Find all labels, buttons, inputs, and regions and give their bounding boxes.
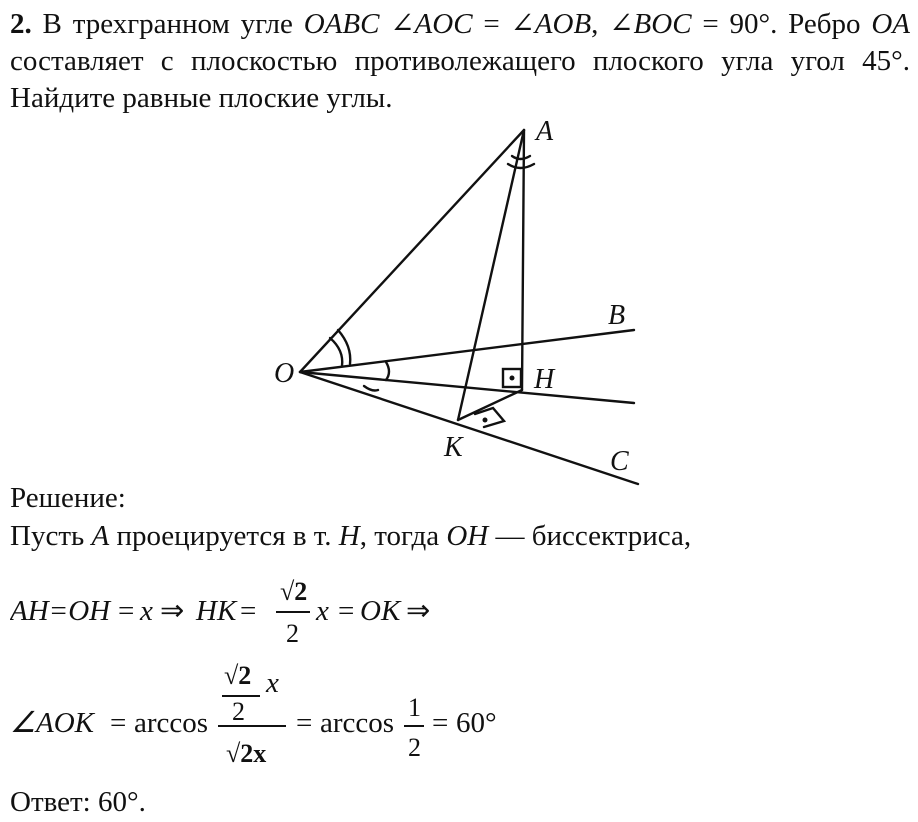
main-denominator: √2x (226, 739, 267, 768)
geometry-figure (268, 118, 658, 490)
arccos-label: arccos (134, 707, 209, 739)
formula-hk-symbol: HK (196, 595, 237, 627)
problem-text: = ∠ (472, 8, 535, 40)
arccos-label-2: arccos (320, 707, 395, 739)
segment-oh: OH (446, 520, 489, 552)
half-numerator: 1 (408, 693, 421, 722)
problem-text: = 90°. Ребро (691, 8, 872, 40)
problem-text: , ∠ (591, 8, 634, 40)
segment-hk (458, 390, 522, 420)
answer: Ответ: 60°. (10, 786, 146, 818)
edge-oa-line (300, 130, 524, 372)
solution-text: — биссектриса, (488, 520, 692, 552)
angle-arc-o3 (386, 362, 389, 380)
formula-x2: x (316, 595, 329, 627)
dot-h (510, 376, 515, 381)
solution-text: проецируется в т. (109, 520, 339, 552)
formula-eq: = (110, 707, 127, 739)
segment-ak (458, 130, 524, 420)
label-c: C (610, 446, 629, 477)
label-o: O (274, 358, 295, 389)
angle-arc-o1 (338, 330, 350, 364)
formula-implies2: ⇒ (406, 595, 431, 627)
inner-numerator-root: √2 (224, 662, 252, 690)
formula-eq3: = (432, 707, 449, 739)
point-a: A (91, 520, 110, 552)
formula-x: x (140, 595, 153, 627)
solution-line (10, 520, 691, 553)
angle-arc-o4 (364, 386, 378, 391)
solution-text: Пусть (10, 520, 92, 552)
angle-aob: AOB (534, 8, 592, 40)
solution-title: Решение: (10, 482, 126, 514)
formula-eq2: = (240, 595, 257, 627)
inner-numerator-x: x (266, 667, 279, 699)
label-a: A (536, 118, 554, 147)
label-h: H (534, 364, 555, 395)
result-value: 60° (456, 707, 497, 739)
formula-implies: ⇒ (160, 595, 185, 627)
problem-text: В трехгранном угле (31, 8, 304, 40)
angle-arc-o2 (330, 338, 342, 366)
label-k: K (444, 432, 463, 463)
solution-text: , тогда (359, 520, 447, 552)
angle-aok: ∠AOK (10, 707, 94, 739)
trihedral-name: OABC (303, 8, 380, 40)
dot-k (483, 418, 488, 423)
fraction-numerator: √2 (280, 578, 308, 606)
formula-hk (10, 578, 530, 658)
formula-eq2: = (296, 707, 313, 739)
problem-number: 2. (10, 8, 32, 40)
formula-eq3: = (338, 595, 355, 627)
label-b: B (608, 300, 626, 331)
angle-arc-a1 (512, 156, 530, 159)
inner-denominator: 2 (232, 697, 245, 726)
fraction-denominator: 2 (286, 619, 299, 648)
problem-statement (10, 6, 910, 117)
angle-boc: BOC (633, 8, 692, 40)
formula-eq: = (118, 595, 135, 627)
half-denominator: 2 (408, 733, 421, 762)
formula-aok (10, 662, 530, 782)
angle-aoc: AOC (414, 8, 473, 40)
point-h: H (338, 520, 360, 552)
formula-lhs: AH=OH (10, 595, 111, 627)
problem-text: составляет с плоскостью противолежащего плоского угла угол 45°. Найдите равные плоские углы. (10, 45, 910, 114)
formula-ok: OK (360, 595, 401, 627)
edge-oa: OA (871, 8, 910, 40)
angle-arc-a2 (508, 164, 534, 168)
problem-text: ∠ (379, 8, 415, 40)
